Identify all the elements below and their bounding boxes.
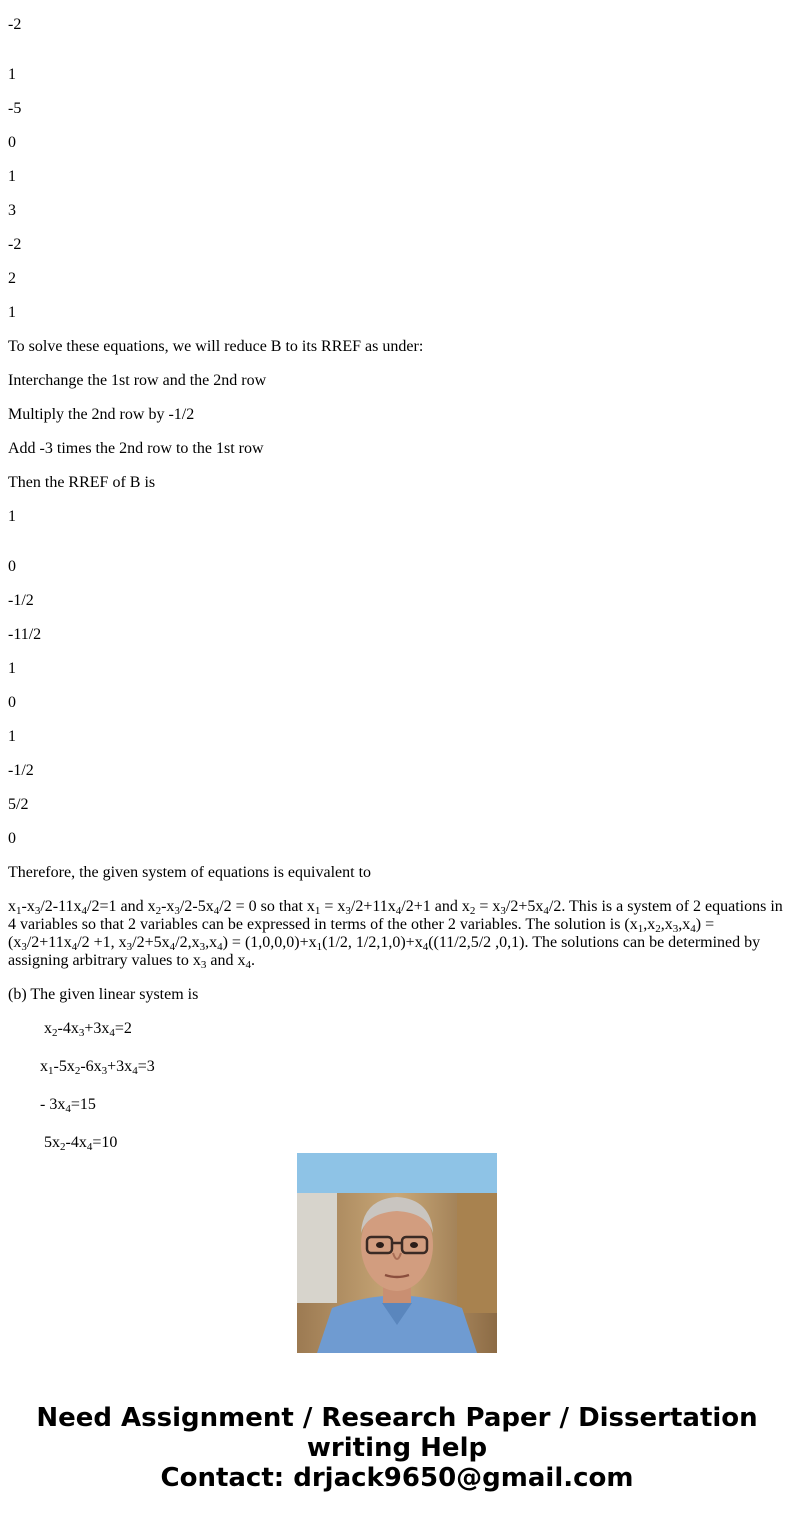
matrix-entry: 1 <box>8 168 16 185</box>
document-body <box>8 0 786 1153</box>
promo-contact: Contact: drjack9650@gmail.com <box>160 1463 634 1493</box>
rref-heading: Then the RREF of B is <box>8 474 156 491</box>
step-1: Interchange the 1st row and the 2nd row <box>8 372 267 389</box>
therefore-text: Therefore, the given system of equations is equivalent to <box>8 864 372 881</box>
matrix-entry: 0 <box>8 830 16 847</box>
matrix-entry: 1 <box>8 66 16 83</box>
matrix-entry: -5 <box>8 100 22 117</box>
matrix-entry: 1 <box>8 508 16 525</box>
matrix-entry: -2 <box>8 16 22 33</box>
matrix-entry: 5/2 <box>8 796 29 813</box>
author-avatar <box>297 1153 497 1353</box>
matrix-entry: 2 <box>8 270 16 287</box>
rref-matrix-entries <box>8 492 786 848</box>
matrix-entry: 1 <box>8 728 16 745</box>
equation-2: $x_1-5x_2-6x_3+3x_4=3$ <box>40 1058 155 1077</box>
matrix-b-entries <box>8 0 786 322</box>
matrix-entry: 3 <box>8 202 16 219</box>
intro-text: To solve these equations, we will reduce B to its RREF as under: <box>8 338 424 355</box>
matrix-entry: -1/2 <box>8 592 34 609</box>
author-portrait-image <box>297 1153 497 1353</box>
promo-line-2: writing Help <box>306 1433 488 1463</box>
matrix-entry: 1 <box>8 304 16 321</box>
solution-paragraph: $x_1-x_3/2-11x_4/2=1$ and $x_2-x_3/2-5x_4/2 = 0$ so that $x_1 = x_3/2+11x_4/2+1$ and $x_2 = x_3/2+5x_4/2$. This is a system of 2 equations in 4 variables so that 2 variables can be expressed in terms of the other 2 variables. The solution is $(x_1,x_2,x_3,x_4) = (x_3/2+11x_4/2 +1$, $x_3/2+5x_4/2,x_3,x_4) = (1,0,0,0)+x_1(1/2$, $1/2,1,0)+x_4((11/2,5/2$ ,0,1). The solutions can be determined by assigning arbitrary values to $x_3$ and $x_4$. <box>8 898 783 971</box>
matrix-entry: 0 <box>8 558 16 575</box>
equation-1: $x_2-4x_3+3x_4=2$ <box>44 1020 132 1039</box>
equation-4: $5x_2-4x_4=10$ <box>44 1134 118 1153</box>
matrix-entry: 1 <box>8 660 16 677</box>
matrix-entry: -2 <box>8 236 22 253</box>
matrix-entry: -11/2 <box>8 626 42 643</box>
matrix-entry: 0 <box>8 134 16 151</box>
part-b-heading: (b) The given linear system is <box>8 986 199 1003</box>
promo-line-1: Need Assignment / Research Paper / Dissertation <box>36 1403 758 1433</box>
step-2: Multiply the 2nd row by -1/2 <box>8 406 195 423</box>
step-3: Add -3 times the 2nd row to the 1st row <box>8 440 264 457</box>
matrix-entry: -1/2 <box>8 762 34 779</box>
matrix-entry: 0 <box>8 694 16 711</box>
equation-3: - $3x_4=15$ <box>40 1096 96 1115</box>
promo-banner <box>0 1403 794 1493</box>
